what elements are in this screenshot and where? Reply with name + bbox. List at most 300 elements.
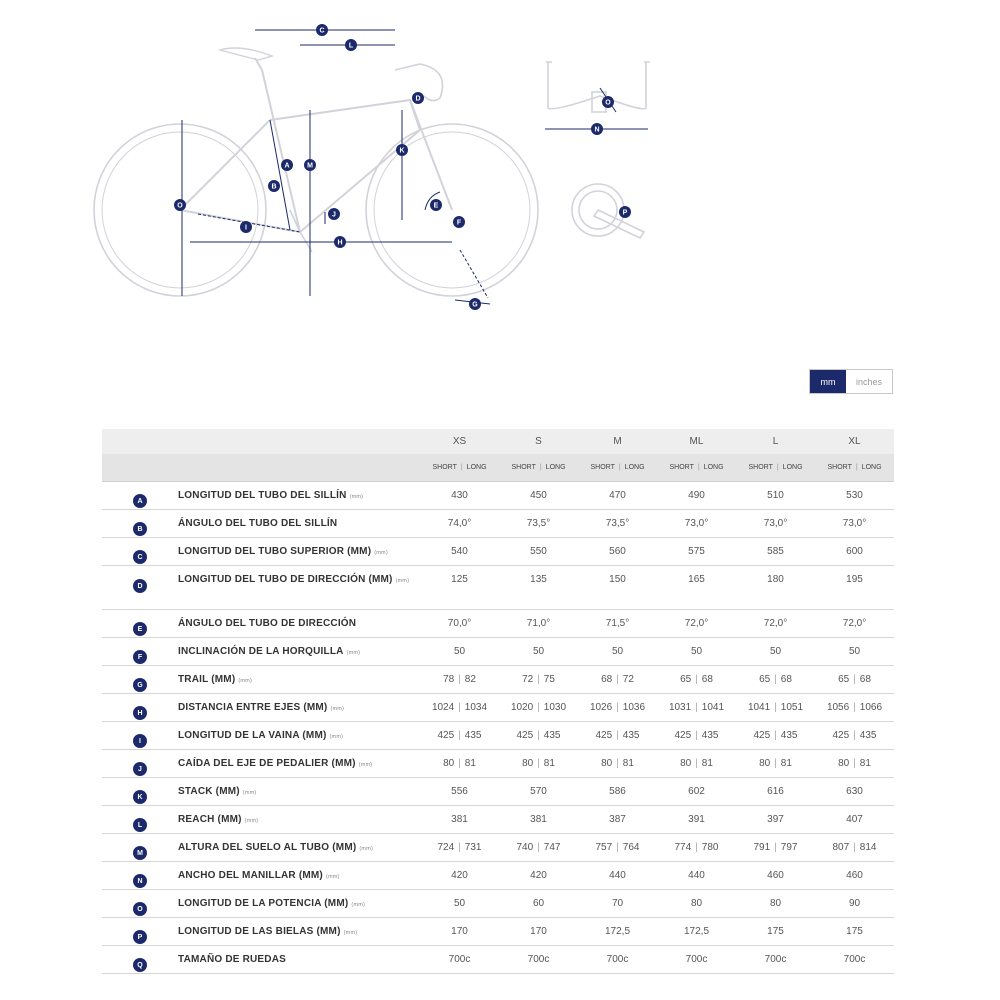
table-row xyxy=(102,834,894,862)
separator: | xyxy=(616,730,619,741)
row-letter-badge: O xyxy=(133,902,147,916)
row-label-text: TAMAÑO DE RUEDAS xyxy=(178,954,287,965)
row-value: 150 xyxy=(609,574,626,585)
svg-text:B: B xyxy=(271,183,277,191)
row-letter-badge: H xyxy=(133,706,147,720)
long-label: LONG xyxy=(703,464,724,471)
row-unit: (mm) xyxy=(395,578,410,584)
row-value: 430 xyxy=(451,490,468,501)
row-value: 700c xyxy=(843,954,866,965)
row-label-text: STACK (MM) xyxy=(178,786,240,797)
separator: | xyxy=(616,758,619,769)
short-value: 724 xyxy=(437,842,455,853)
row-value: 175 xyxy=(846,926,863,937)
row-unit: (mm) xyxy=(374,550,388,556)
row-value-pair xyxy=(578,757,657,771)
row-value-pair xyxy=(815,673,894,687)
short-value: 80 xyxy=(601,758,613,769)
row-badge-cell xyxy=(102,489,178,508)
row-value: 73,5° xyxy=(605,518,630,529)
row-letter-badge: I xyxy=(133,734,147,748)
row-badge-cell xyxy=(102,841,178,860)
row-value: 420 xyxy=(451,870,468,881)
row-value: 73,5° xyxy=(526,518,551,529)
svg-text:D: D xyxy=(415,95,421,103)
row-letter-badge: L xyxy=(133,818,147,832)
row-value-pair xyxy=(657,673,736,687)
short-value: 774 xyxy=(674,842,692,853)
row-value: 50 xyxy=(848,646,861,657)
table-row xyxy=(102,946,894,974)
row-label xyxy=(178,785,420,800)
row-label xyxy=(178,841,420,856)
row-badge-cell xyxy=(102,573,178,593)
row-value: 700c xyxy=(527,954,550,965)
row-value: 391 xyxy=(688,814,705,825)
row-value-pair xyxy=(736,757,815,771)
short-label: SHORT xyxy=(669,464,694,471)
long-label: LONG xyxy=(466,464,487,471)
row-label xyxy=(178,645,420,660)
row-value: 530 xyxy=(846,490,863,501)
unit-toggle xyxy=(809,369,893,394)
separator: | xyxy=(774,702,777,713)
separator: | xyxy=(695,702,698,713)
row-value: 470 xyxy=(609,490,626,501)
row-value-pair xyxy=(578,729,657,743)
short-label: SHORT xyxy=(590,464,615,471)
row-label-text: ANCHO DEL MANILLAR (MM) xyxy=(178,870,323,881)
row-value: 50 xyxy=(532,646,545,657)
row-label-text: ALTURA DEL SUELO AL TUBO (MM) xyxy=(178,842,357,853)
row-value-pair xyxy=(499,673,578,687)
row-badge-cell xyxy=(102,645,178,664)
row-value: 510 xyxy=(767,490,784,501)
short-long-header-row xyxy=(102,454,894,482)
short-value: 80 xyxy=(838,758,850,769)
separator: | xyxy=(616,702,619,713)
long-value: 780 xyxy=(701,842,719,853)
label-G xyxy=(469,298,481,310)
table-row xyxy=(102,890,894,918)
separator: | xyxy=(616,842,619,853)
row-value: 700c xyxy=(764,954,787,965)
unit-inches-button[interactable]: inches xyxy=(846,370,892,393)
row-value: 74,0° xyxy=(447,518,472,529)
row-letter-badge: P xyxy=(133,930,147,944)
table-row xyxy=(102,482,894,510)
short-long-header xyxy=(499,464,578,471)
row-label xyxy=(178,897,420,912)
short-long-header xyxy=(657,464,736,471)
row-label xyxy=(178,813,420,828)
separator: | xyxy=(618,464,621,471)
svg-text:C: C xyxy=(319,27,325,35)
row-badge-cell xyxy=(102,869,178,888)
row-value: 540 xyxy=(451,546,468,557)
row-value: 50 xyxy=(769,646,782,657)
long-value: 797 xyxy=(780,842,798,853)
long-value: 435 xyxy=(780,730,798,741)
short-value: 1056 xyxy=(826,702,850,713)
row-value: 70 xyxy=(611,898,624,909)
row-letter-badge: D xyxy=(133,579,147,593)
separator: | xyxy=(460,464,463,471)
long-label: LONG xyxy=(624,464,645,471)
long-value: 82 xyxy=(464,674,476,685)
row-value: 450 xyxy=(530,490,547,501)
row-value: 135 xyxy=(530,574,547,585)
short-value: 425 xyxy=(516,730,534,741)
long-value: 81 xyxy=(859,758,871,769)
row-value: 570 xyxy=(530,786,547,797)
row-badge-cell xyxy=(102,701,178,720)
row-value-pair xyxy=(420,729,499,743)
table-row xyxy=(102,778,894,806)
long-value: 1034 xyxy=(464,702,488,713)
table-row xyxy=(102,538,894,566)
row-unit: (mm) xyxy=(349,494,364,500)
row-value: 72,0° xyxy=(763,618,788,629)
row-letter-badge: K xyxy=(133,790,147,804)
row-badge-cell xyxy=(102,813,178,832)
row-value-pair xyxy=(499,757,578,771)
row-value: 73,0° xyxy=(763,518,788,529)
row-label xyxy=(178,757,420,772)
row-value: 90 xyxy=(848,898,861,909)
label-M xyxy=(304,159,316,171)
row-letter-badge: F xyxy=(133,650,147,664)
long-value: 435 xyxy=(464,730,482,741)
short-value: 1024 xyxy=(431,702,455,713)
row-value-pair xyxy=(736,841,815,855)
row-value-pair xyxy=(736,673,815,687)
svg-text:E: E xyxy=(433,202,439,210)
row-label xyxy=(178,489,420,504)
separator: | xyxy=(853,702,856,713)
svg-text:M: M xyxy=(307,162,313,170)
row-value-pair xyxy=(578,841,657,855)
row-label xyxy=(178,925,420,940)
short-value: 65 xyxy=(759,674,771,685)
row-value: 60 xyxy=(532,898,545,909)
table-row xyxy=(102,510,894,538)
row-value: 440 xyxy=(688,870,705,881)
row-value: 72,0° xyxy=(842,618,867,629)
label-D xyxy=(412,92,424,104)
separator: | xyxy=(774,758,777,769)
svg-text:J: J xyxy=(332,211,336,219)
long-value: 814 xyxy=(859,842,877,853)
short-value: 65 xyxy=(680,674,692,685)
row-badge-cell xyxy=(102,729,178,748)
label-E xyxy=(430,199,442,211)
separator: | xyxy=(853,842,856,853)
row-label-text: ÁNGULO DEL TUBO DE DIRECCIÓN xyxy=(178,618,357,629)
svg-text:K: K xyxy=(399,147,405,155)
table-row xyxy=(102,638,894,666)
row-value: 600 xyxy=(846,546,863,557)
row-letter-badge: B xyxy=(133,522,147,536)
separator: | xyxy=(537,730,540,741)
row-label-text: DISTANCIA ENTRE EJES (MM) xyxy=(178,702,328,713)
row-value-pair xyxy=(815,757,894,771)
row-value: 700c xyxy=(685,954,708,965)
separator: | xyxy=(695,674,698,685)
row-unit: (mm) xyxy=(325,874,340,880)
row-letter-badge: J xyxy=(133,762,147,776)
short-label: SHORT xyxy=(827,464,852,471)
short-long-header xyxy=(420,464,499,471)
row-badge-cell xyxy=(102,925,178,944)
short-value: 1041 xyxy=(747,702,771,713)
row-label-text: LONGITUD DEL TUBO SUPERIOR (MM) xyxy=(178,546,372,557)
row-value: 72,0° xyxy=(684,618,709,629)
row-letter-badge: M xyxy=(133,846,147,860)
long-value: 435 xyxy=(543,730,561,741)
separator: | xyxy=(776,464,779,471)
chainring-view xyxy=(572,184,644,238)
svg-text:N: N xyxy=(594,126,600,134)
handlebar-top-view xyxy=(546,62,650,112)
short-long-header xyxy=(578,464,657,471)
row-value-pair xyxy=(499,729,578,743)
row-value: 575 xyxy=(688,546,705,557)
row-value: 50 xyxy=(453,646,466,657)
separator: | xyxy=(458,842,461,853)
row-value: 460 xyxy=(846,870,863,881)
size-header: M xyxy=(613,436,622,447)
short-value: 425 xyxy=(832,730,850,741)
separator: | xyxy=(855,464,858,471)
row-badge-cell xyxy=(102,785,178,804)
separator: | xyxy=(774,730,777,741)
row-value: 585 xyxy=(767,546,784,557)
short-value: 425 xyxy=(674,730,692,741)
row-unit: (mm) xyxy=(238,678,252,684)
short-value: 425 xyxy=(753,730,771,741)
long-label: LONG xyxy=(861,464,882,471)
long-value: 1066 xyxy=(859,702,883,713)
short-value: 740 xyxy=(516,842,534,853)
row-value: 180 xyxy=(767,574,784,585)
label-O-side xyxy=(174,199,186,211)
short-value: 78 xyxy=(443,674,455,685)
row-value-pair xyxy=(420,701,499,715)
row-value-pair xyxy=(657,701,736,715)
long-value: 1036 xyxy=(622,702,646,713)
short-value: 68 xyxy=(601,674,613,685)
row-value-pair xyxy=(736,729,815,743)
size-header: ML xyxy=(689,436,704,447)
row-unit: (mm) xyxy=(343,930,358,936)
long-value: 731 xyxy=(464,842,482,853)
long-value: 68 xyxy=(780,674,792,685)
long-value: 72 xyxy=(622,674,634,685)
table-row xyxy=(102,566,894,610)
label-O xyxy=(602,96,614,108)
row-value: 550 xyxy=(530,546,547,557)
row-label-text: LONGITUD DE LA VAINA (MM) xyxy=(178,730,327,741)
row-letter-badge: G xyxy=(133,678,147,692)
row-badge-cell xyxy=(102,673,178,692)
seat xyxy=(220,48,272,60)
separator: | xyxy=(458,702,461,713)
short-value: 80 xyxy=(522,758,534,769)
row-label xyxy=(178,517,420,531)
geometry-table xyxy=(102,429,894,974)
row-value: 73,0° xyxy=(842,518,867,529)
svg-text:P: P xyxy=(622,209,628,217)
label-P xyxy=(619,206,631,218)
row-label-text: LONGITUD DE LAS BIELAS (MM) xyxy=(178,926,341,937)
row-value: 700c xyxy=(448,954,471,965)
row-value-pair xyxy=(657,729,736,743)
svg-text:A: A xyxy=(284,162,290,170)
separator: | xyxy=(853,758,856,769)
row-value: 50 xyxy=(690,646,703,657)
short-long-header xyxy=(736,464,815,471)
row-label-text: LONGITUD DE LA POTENCIA (MM) xyxy=(178,898,349,909)
row-label-text: LONGITUD DEL TUBO DE DIRECCIÓN (MM) xyxy=(178,574,393,585)
long-value: 435 xyxy=(622,730,640,741)
table-row xyxy=(102,862,894,890)
short-label: SHORT xyxy=(432,464,457,471)
svg-text:O: O xyxy=(605,99,611,107)
long-value: 1041 xyxy=(701,702,725,713)
label-N xyxy=(591,123,603,135)
row-value-pair xyxy=(578,673,657,687)
row-value: 195 xyxy=(846,574,863,585)
row-label xyxy=(178,729,420,744)
long-value: 81 xyxy=(543,758,555,769)
row-badge-cell xyxy=(102,897,178,916)
row-value: 616 xyxy=(767,786,784,797)
row-value-pair xyxy=(736,701,815,715)
row-value: 80 xyxy=(769,898,782,909)
long-value: 81 xyxy=(464,758,476,769)
row-value: 381 xyxy=(451,814,468,825)
label-L xyxy=(345,39,357,51)
long-value: 81 xyxy=(780,758,792,769)
separator: | xyxy=(695,730,698,741)
row-unit: (mm) xyxy=(359,846,374,852)
separator: | xyxy=(537,674,540,685)
row-unit: (mm) xyxy=(351,902,366,908)
row-value-pair xyxy=(578,701,657,715)
table-row xyxy=(102,918,894,946)
size-header-row xyxy=(102,429,894,454)
row-value-pair xyxy=(420,757,499,771)
row-value: 80 xyxy=(690,898,703,909)
short-value: 80 xyxy=(680,758,692,769)
bike-frame xyxy=(180,58,452,232)
row-value-pair xyxy=(815,841,894,855)
table-row xyxy=(102,750,894,778)
row-value: 172,5 xyxy=(683,926,710,937)
long-value: 81 xyxy=(622,758,634,769)
row-badge-cell xyxy=(102,617,178,636)
svg-text:G: G xyxy=(472,301,478,309)
separator: | xyxy=(458,730,461,741)
short-long-header xyxy=(815,464,894,471)
long-value: 1030 xyxy=(543,702,567,713)
row-value-pair xyxy=(657,757,736,771)
label-A xyxy=(281,159,293,171)
svg-text:L: L xyxy=(348,42,354,50)
row-value: 125 xyxy=(451,574,468,585)
long-value: 1051 xyxy=(780,702,804,713)
svg-text:H: H xyxy=(337,239,343,247)
row-value: 407 xyxy=(846,814,863,825)
separator: | xyxy=(695,842,698,853)
row-value: 440 xyxy=(609,870,626,881)
row-unit: (mm) xyxy=(244,818,259,824)
size-header: L xyxy=(772,436,779,447)
separator: | xyxy=(458,758,461,769)
separator: | xyxy=(537,758,540,769)
row-label xyxy=(178,701,420,716)
row-badge-cell xyxy=(102,757,178,776)
row-unit: (mm) xyxy=(242,790,257,796)
bike-geometry-diagram xyxy=(0,0,1000,330)
row-label-text: REACH (MM) xyxy=(178,814,242,825)
row-value-pair xyxy=(420,841,499,855)
row-badge-cell xyxy=(102,953,178,972)
row-value: 420 xyxy=(530,870,547,881)
row-letter-badge: A xyxy=(133,494,147,508)
short-value: 65 xyxy=(838,674,850,685)
label-I xyxy=(240,221,252,233)
row-unit: (mm) xyxy=(346,650,361,656)
short-value: 791 xyxy=(753,842,771,853)
row-letter-badge: N xyxy=(133,874,147,888)
separator: | xyxy=(539,464,542,471)
row-label-text: ÁNGULO DEL TUBO DEL SILLÍN xyxy=(178,518,338,529)
short-value: 1026 xyxy=(589,702,613,713)
separator: | xyxy=(616,674,619,685)
separator: | xyxy=(697,464,700,471)
separator: | xyxy=(853,730,856,741)
unit-mm-button[interactable]: mm xyxy=(810,370,846,393)
separator: | xyxy=(695,758,698,769)
separator: | xyxy=(853,674,856,685)
table-row xyxy=(102,722,894,750)
row-label xyxy=(178,573,420,588)
table-row xyxy=(102,806,894,834)
separator: | xyxy=(537,702,540,713)
row-value: 490 xyxy=(688,490,705,501)
long-value: 747 xyxy=(543,842,561,853)
row-value: 170 xyxy=(530,926,547,937)
svg-text:O: O xyxy=(177,202,183,210)
long-value: 764 xyxy=(622,842,640,853)
row-value: 71,5° xyxy=(605,618,630,629)
long-value: 435 xyxy=(859,730,877,741)
row-value: 73,0° xyxy=(684,518,709,529)
row-letter-badge: Q xyxy=(133,958,147,972)
row-value-pair xyxy=(499,701,578,715)
row-unit: (mm) xyxy=(358,762,373,768)
row-value-pair xyxy=(657,841,736,855)
row-value: 172,5 xyxy=(604,926,631,937)
short-value: 72 xyxy=(522,674,534,685)
row-label xyxy=(178,673,420,688)
row-label-text: LONGITUD DEL TUBO DEL SILLÍN xyxy=(178,490,347,501)
row-value: 165 xyxy=(688,574,705,585)
short-value: 807 xyxy=(832,842,850,853)
long-value: 68 xyxy=(701,674,713,685)
